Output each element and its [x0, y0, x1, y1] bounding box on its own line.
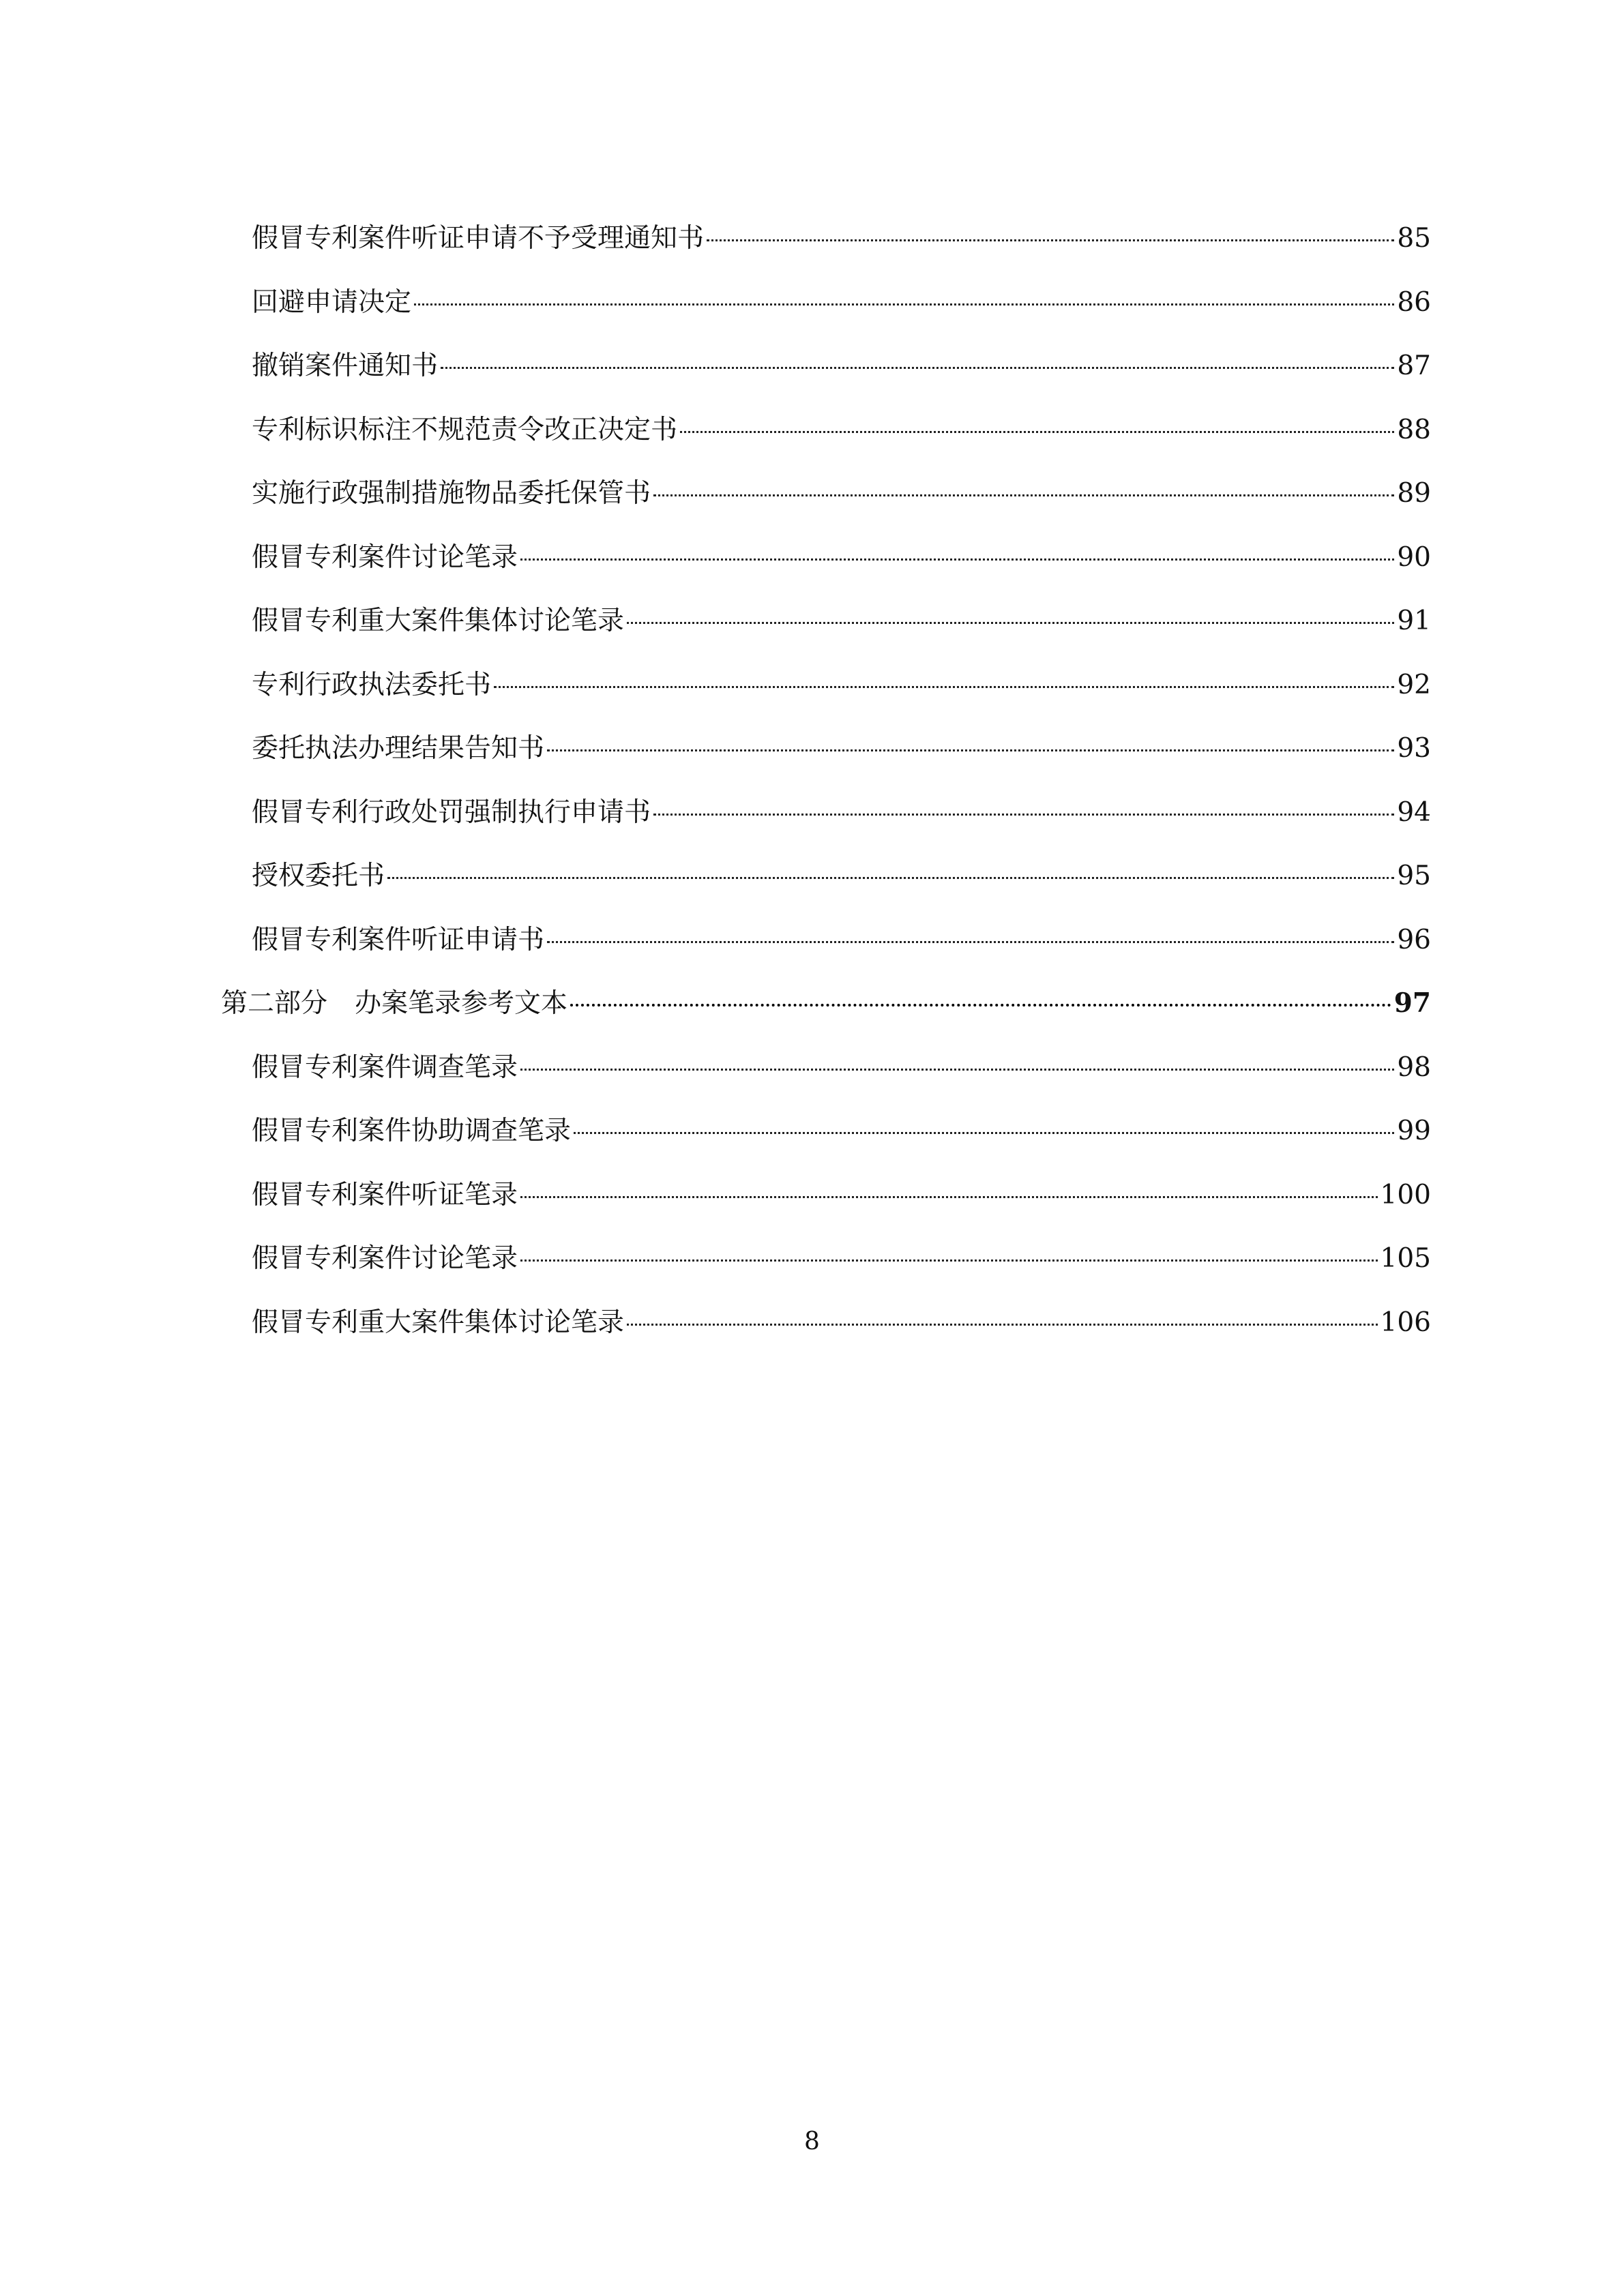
toc-entry-page: 93: [1397, 733, 1431, 764]
dot-leader: [570, 1004, 1391, 1007]
toc-entry[interactable]: [221, 653, 1431, 717]
dot-leader: [520, 1259, 1378, 1262]
toc-entry-title: 回避申请决定: [252, 286, 412, 318]
toc-section-part: 第二部分: [221, 988, 328, 1019]
toc-entry[interactable]: [221, 398, 1431, 462]
toc-entry-title: 假冒专利案件听证笔录: [252, 1179, 518, 1210]
toc-entry-page: 92: [1397, 669, 1431, 700]
toc-entry-page: 95: [1397, 861, 1431, 891]
toc-entry-title: 假冒专利案件调查笔录: [252, 1052, 518, 1083]
toc-entry[interactable]: [221, 908, 1431, 972]
toc-entry[interactable]: [221, 717, 1431, 781]
dot-leader: [441, 367, 1394, 369]
dot-leader: [627, 622, 1394, 624]
toc-entry-title: 委托执法办理结果告知书: [252, 733, 545, 764]
toc-entry[interactable]: [221, 1291, 1431, 1355]
toc-entry-page: 96: [1397, 924, 1431, 955]
dot-leader: [707, 239, 1394, 241]
dot-leader: [547, 941, 1394, 943]
toc-entry[interactable]: [221, 844, 1431, 908]
table-of-contents: [221, 207, 1431, 1354]
toc-entry-title: 假冒专利重大案件集体讨论笔录: [252, 606, 625, 636]
toc-entry-title: 假冒专利案件讨论笔录: [252, 1243, 518, 1274]
toc-section-page: 97: [1393, 987, 1431, 1019]
dot-leader: [627, 1324, 1378, 1326]
toc-entry[interactable]: [221, 1099, 1431, 1163]
dot-leader: [414, 303, 1394, 305]
dot-leader: [387, 877, 1394, 879]
toc-entry-page: 91: [1397, 606, 1431, 636]
toc-entry[interactable]: [221, 781, 1431, 845]
toc-entry-title: 假冒专利案件听证申请不予受理通知书: [252, 223, 705, 254]
toc-section-title: [221, 972, 567, 1036]
toc-entry[interactable]: [221, 271, 1431, 335]
toc-entry[interactable]: [221, 462, 1431, 526]
toc-entry-title: 假冒专利案件协助调查笔录: [252, 1116, 572, 1146]
dot-leader: [653, 814, 1394, 816]
toc-section-entry[interactable]: [221, 972, 1431, 1036]
toc-entry-title: 假冒专利重大案件集体讨论笔录: [252, 1307, 625, 1338]
toc-entry-page: 87: [1397, 351, 1431, 381]
dot-leader: [520, 1196, 1378, 1198]
toc-entry-page: 88: [1397, 414, 1431, 445]
toc-entry-page: 105: [1380, 1243, 1431, 1274]
toc-entry-page: 89: [1397, 478, 1431, 509]
toc-entry-page: 90: [1397, 541, 1431, 573]
dot-leader: [680, 431, 1394, 433]
toc-entry-page: 94: [1397, 796, 1431, 828]
dot-leader: [520, 558, 1394, 561]
toc-entry-page: 106: [1380, 1307, 1431, 1338]
toc-entry-title: 实施行政强制措施物品委托保管书: [252, 478, 651, 509]
dot-leader: [547, 749, 1394, 751]
toc-entry-page: 85: [1397, 223, 1431, 254]
toc-entry-title: 专利行政执法委托书: [252, 669, 492, 700]
toc-entry[interactable]: [221, 1227, 1431, 1291]
toc-entry-title: 假冒专利案件讨论笔录: [252, 541, 518, 573]
page-number: 8: [804, 2128, 820, 2156]
toc-section-name: 办案笔录参考文本: [355, 988, 568, 1019]
toc-entry-title: 专利标识标注不规范责令改正决定书: [252, 414, 678, 445]
toc-entry-page: 98: [1397, 1052, 1431, 1083]
toc-entry[interactable]: [221, 589, 1431, 653]
toc-entry-page: 100: [1380, 1179, 1431, 1210]
toc-entry-title: 授权委托书: [252, 861, 385, 891]
toc-entry-page: 86: [1397, 286, 1431, 318]
toc-entry[interactable]: [221, 1163, 1431, 1227]
dot-leader: [653, 494, 1394, 496]
toc-entry-title: 假冒专利行政处罚强制执行申请书: [252, 796, 651, 828]
toc-entry[interactable]: [221, 334, 1431, 398]
toc-entry-title: 假冒专利案件听证申请书: [252, 924, 545, 955]
dot-leader: [494, 686, 1394, 688]
toc-entry[interactable]: [221, 526, 1431, 590]
toc-entry[interactable]: [221, 207, 1431, 271]
dot-leader: [574, 1132, 1394, 1134]
dot-leader: [520, 1069, 1394, 1071]
toc-entry[interactable]: [221, 1036, 1431, 1100]
toc-entry-title: 撤销案件通知书: [252, 351, 439, 381]
toc-entry-page: 99: [1397, 1116, 1431, 1146]
